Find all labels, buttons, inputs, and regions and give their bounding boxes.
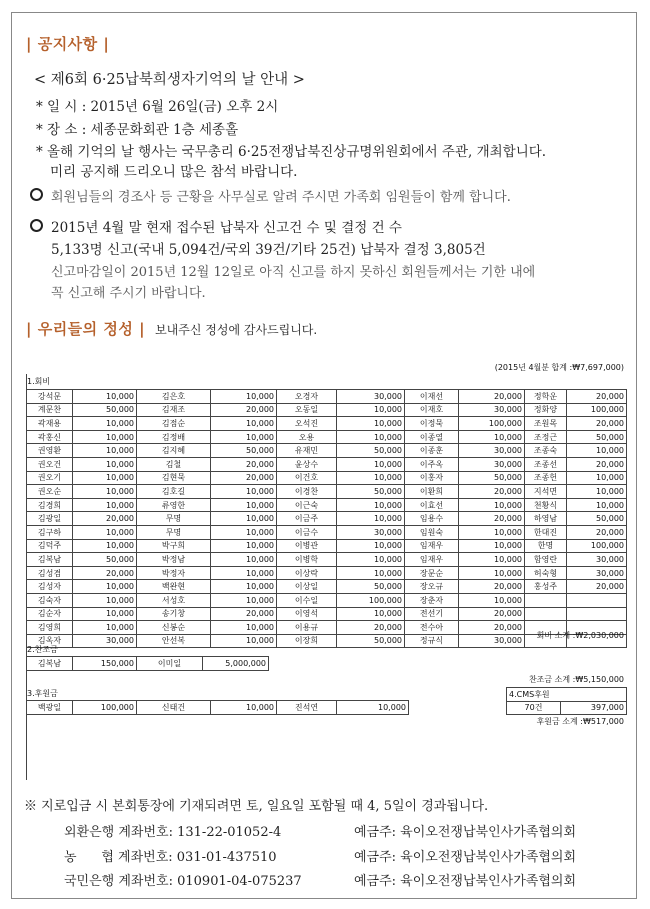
amount-cell: 50,000 — [73, 403, 137, 417]
event-host-line1: * 올해 기억의 날 행사는 국무총리 6·25전쟁납북진상규명위원회에서 주관, 개최합니다. — [36, 144, 547, 160]
amount-cell: 10,000 — [459, 553, 525, 567]
report-deadline-line1: 신고마감일이 2015년 12월 12일로 아직 신고를 하지 못하신 회원들께서는 기한 내에 — [51, 265, 536, 280]
name-cell: 김영희 — [27, 621, 73, 635]
amount-cell: 10,000 — [211, 621, 277, 635]
name-cell: 오경자 — [277, 390, 337, 404]
donation-title-text: | 우리들의 정성 | — [26, 320, 146, 338]
amount-cell: 20,000 — [73, 566, 137, 580]
amount-cell: 50,000 — [567, 430, 627, 444]
membership-row — [27, 525, 627, 539]
name-cell: 이효선 — [405, 498, 459, 512]
support-label: 3.후원금 — [27, 689, 58, 698]
amount-cell: 10,000 — [73, 580, 137, 594]
name-cell: 김경희 — [27, 498, 73, 512]
amount-cell: 50,000 — [459, 471, 525, 485]
name-cell: 박정남 — [137, 553, 211, 567]
name-cell: 김옥자 — [27, 634, 73, 648]
amount-cell: 50,000 — [337, 444, 405, 458]
amount-cell: 20,000 — [459, 485, 525, 499]
amount-cell: 10,000 — [337, 566, 405, 580]
membership-row — [27, 553, 627, 567]
name-cell: 이종훈 — [405, 444, 459, 458]
sponsor-row — [27, 657, 269, 671]
name-cell: 이종열 — [405, 430, 459, 444]
amount-cell: 20,000 — [459, 390, 525, 404]
name-cell: 이병학 — [277, 553, 337, 567]
amount-cell: 10,000 — [567, 485, 627, 499]
amount-cell: 10,000 — [459, 566, 525, 580]
amount-cell: 10,000 — [211, 430, 277, 444]
amount-cell: 10,000 — [73, 471, 137, 485]
name-cell: 홍성주 — [525, 580, 567, 594]
membership-row — [27, 417, 627, 431]
name-cell: 하영남 — [525, 512, 567, 526]
membership-row — [27, 607, 627, 621]
event-date: * 일 시 : 2015년 6월 26일(금) 오후 2시 — [36, 99, 279, 115]
amount-cell: 10,000 — [211, 485, 277, 499]
name-cell: 김현묵 — [137, 471, 211, 485]
amount-cell: 100,000 — [567, 403, 627, 417]
event-title: < 제6회 6·25납북희생자기억의 날 안내 > — [34, 72, 305, 88]
name-cell: 계문찬 — [27, 403, 73, 417]
amount-cell: 10,000 — [73, 444, 137, 458]
amount-cell: 10,000 — [337, 417, 405, 431]
amount-cell: 20,000 — [567, 525, 627, 539]
amount-cell: 10,000 — [459, 498, 525, 512]
name-cell: 곽재용 — [27, 417, 73, 431]
amount-cell: 10,000 — [459, 525, 525, 539]
support-subtotal: 후원금 소계 :₩517,000 — [536, 717, 624, 726]
name-cell: 무명 — [137, 512, 211, 526]
amount-cell: 50,000 — [211, 444, 277, 458]
name-cell: 이홍자 — [405, 471, 459, 485]
amount-cell: 20,000 — [211, 457, 277, 471]
name-cell — [525, 607, 567, 621]
amount-cell: 20,000 — [567, 417, 627, 431]
name-cell: 조종선 — [525, 457, 567, 471]
amount-cell: 10,000 — [211, 701, 277, 715]
amount-cell: 10,000 — [73, 539, 137, 553]
membership-row — [27, 403, 627, 417]
circle-bullet-icon — [30, 188, 43, 201]
donation-section-title — [26, 318, 317, 339]
name-cell: 신봉순 — [137, 621, 211, 635]
name-cell: 임재우 — [405, 553, 459, 567]
amount-cell: 10,000 — [73, 498, 137, 512]
amount-cell: 10,000 — [337, 498, 405, 512]
name-cell: 천황식 — [525, 498, 567, 512]
membership-row — [27, 390, 627, 404]
amount-cell: 10,000 — [567, 471, 627, 485]
amount-cell: 30,000 — [459, 444, 525, 458]
name-cell: 이금주 — [277, 512, 337, 526]
membership-row — [27, 566, 627, 580]
amount-cell: 50,000 — [337, 580, 405, 594]
report-deadline-line2: 꼭 신고해 주시기 바랍니다. — [51, 286, 206, 301]
amount-cell: 10,000 — [337, 607, 405, 621]
name-cell: 권영환 — [27, 444, 73, 458]
cms-table — [506, 687, 627, 715]
membership-row — [27, 593, 627, 607]
name-cell: 오석진 — [277, 417, 337, 431]
amount-cell: 10,000 — [211, 580, 277, 594]
amount-cell: 10,000 — [211, 512, 277, 526]
amount-cell: 10,000 — [337, 471, 405, 485]
notice-section-title: | 공지사항 | — [26, 35, 110, 53]
name-cell: 이환희 — [405, 485, 459, 499]
name-cell: 김철 — [137, 457, 211, 471]
cms-label: 4.CMS후원 — [507, 688, 627, 702]
amount-cell: 20,000 — [211, 607, 277, 621]
amount-cell: 50,000 — [337, 634, 405, 648]
name-cell: 김정배 — [137, 430, 211, 444]
amount-cell: 10,000 — [337, 457, 405, 471]
name-cell: 김은호 — [137, 390, 211, 404]
amount-cell: 20,000 — [567, 457, 627, 471]
name-cell: 한대진 — [525, 525, 567, 539]
name-cell: 이용규 — [277, 621, 337, 635]
name-cell: 김순자 — [27, 607, 73, 621]
name-cell: 서성호 — [137, 593, 211, 607]
name-cell: 류영한 — [137, 498, 211, 512]
name-cell: 지석면 — [525, 485, 567, 499]
amount-cell: 10,000 — [73, 390, 137, 404]
name-cell: 백광일 — [27, 701, 73, 715]
name-cell: 허숙형 — [525, 566, 567, 580]
amount-cell: 20,000 — [459, 580, 525, 594]
name-cell: 전수아 — [405, 621, 459, 635]
name-cell: 이경찬 — [277, 485, 337, 499]
sponsor-table — [26, 656, 269, 671]
name-cell: 이재호 — [405, 403, 459, 417]
amount-cell: 30,000 — [337, 390, 405, 404]
membership-label: 1.회비 — [27, 377, 51, 386]
amount-cell: 397,000 — [561, 701, 627, 715]
name-cell: 김복남 — [27, 657, 73, 671]
name-cell: 김지혜 — [137, 444, 211, 458]
amount-cell: 10,000 — [211, 593, 277, 607]
name-cell: 김구하 — [27, 525, 73, 539]
name-cell: 오용 — [277, 430, 337, 444]
amount-cell: 10,000 — [73, 593, 137, 607]
name-cell: 전선기 — [405, 607, 459, 621]
amount-cell: 50,000 — [567, 512, 627, 526]
amount-cell: 10,000 — [73, 430, 137, 444]
amount-cell: 100,000 — [459, 417, 525, 431]
name-cell: 김복남 — [27, 553, 73, 567]
name-cell: 70건 — [507, 701, 561, 715]
bullet-report — [30, 216, 402, 236]
amount-cell: 30,000 — [73, 634, 137, 648]
amount-cell — [567, 593, 627, 607]
name-cell: 이영석 — [277, 607, 337, 621]
amount-cell: 10,000 — [459, 593, 525, 607]
amount-cell: 10,000 — [337, 553, 405, 567]
amount-cell: 30,000 — [459, 403, 525, 417]
account-holder-1: 예금주: 육이오전쟁납북인사가족협의회 — [354, 825, 576, 840]
footer-note: ※ 지로입금 시 본회통장에 기재되려면 토, 일요일 포함될 때 4, 5일이 경과됩니다. — [24, 799, 489, 814]
membership-row — [27, 471, 627, 485]
support-table — [26, 700, 409, 715]
amount-cell: 10,000 — [211, 553, 277, 567]
name-cell: 안선복 — [137, 634, 211, 648]
name-cell: 김덕주 — [27, 539, 73, 553]
amount-cell: 10,000 — [567, 498, 627, 512]
amount-cell: 150,000 — [73, 657, 137, 671]
membership-row — [27, 498, 627, 512]
name-cell: 조원목 — [525, 417, 567, 431]
name-cell: 이수일 — [277, 593, 337, 607]
name-cell: 이주옥 — [405, 457, 459, 471]
amount-cell: 30,000 — [459, 634, 525, 648]
membership-row — [27, 457, 627, 471]
amount-cell: 10,000 — [211, 390, 277, 404]
name-cell: 백완현 — [137, 580, 211, 594]
amount-cell: 20,000 — [459, 621, 525, 635]
amount-cell: 5,000,000 — [203, 657, 269, 671]
name-cell: 한명 — [525, 539, 567, 553]
report-stats: 5,133명 신고(국내 5,094건/국외 39건/기타 25건) 납북자 결정 3,805건 — [51, 242, 486, 258]
name-cell: 이미일 — [137, 657, 203, 671]
name-cell: 김숙자 — [27, 593, 73, 607]
name-cell: 김점순 — [137, 417, 211, 431]
amount-cell: 10,000 — [337, 701, 409, 715]
name-cell: 김성자 — [27, 580, 73, 594]
name-cell: 이건호 — [277, 471, 337, 485]
name-cell: 오동일 — [277, 403, 337, 417]
amount-cell — [567, 607, 627, 621]
name-cell: 정학운 — [525, 390, 567, 404]
name-cell: 조종헌 — [525, 471, 567, 485]
name-cell: 곽홍신 — [27, 430, 73, 444]
name-cell: 이상락 — [277, 566, 337, 580]
name-cell: 임용수 — [405, 512, 459, 526]
name-cell — [525, 593, 567, 607]
name-cell: 권오기 — [27, 471, 73, 485]
name-cell: 조정근 — [525, 430, 567, 444]
membership-row — [27, 580, 627, 594]
name-cell: 정규식 — [405, 634, 459, 648]
name-cell: 김호길 — [137, 485, 211, 499]
event-place: * 장 소 : 세종문화회관 1층 세종홀 — [36, 122, 239, 138]
membership-row — [27, 444, 627, 458]
name-cell: 이재선 — [405, 390, 459, 404]
account-holder-3: 예금주: 육이오전쟁납북인사가족협의회 — [354, 874, 576, 889]
amount-cell: 10,000 — [211, 566, 277, 580]
name-cell: 임재우 — [405, 539, 459, 553]
name-cell: 이정묵 — [405, 417, 459, 431]
membership-row — [27, 485, 627, 499]
amount-cell: 10,000 — [73, 457, 137, 471]
name-cell: 이근숙 — [277, 498, 337, 512]
amount-cell: 10,000 — [211, 634, 277, 648]
name-cell: 신태건 — [137, 701, 211, 715]
name-cell: 이장희 — [277, 634, 337, 648]
amount-cell: 100,000 — [567, 539, 627, 553]
name-cell: 함영란 — [525, 553, 567, 567]
event-host-line2: 미리 공지해 드리오니 많은 참석 바랍니다. — [50, 164, 298, 180]
name-cell: 박정자 — [137, 566, 211, 580]
sponsor-subtotal: 찬조금 소계 :₩5,150,000 — [528, 675, 624, 684]
name-cell: 이병관 — [277, 539, 337, 553]
name-cell: 진석연 — [277, 701, 337, 715]
name-cell: 장오규 — [405, 580, 459, 594]
membership-row — [27, 539, 627, 553]
amount-cell: 10,000 — [211, 498, 277, 512]
amount-cell: 10,000 — [337, 430, 405, 444]
amount-cell: 10,000 — [337, 512, 405, 526]
name-cell: 유재민 — [277, 444, 337, 458]
amount-cell: 50,000 — [337, 485, 405, 499]
name-cell: 장문순 — [405, 566, 459, 580]
amount-cell: 10,000 — [211, 417, 277, 431]
membership-table — [26, 389, 627, 648]
amount-cell: 20,000 — [567, 390, 627, 404]
bullet-report-text: 2015년 4월 말 현재 접수된 납북자 신고건 수 및 결정 건 수 — [51, 220, 402, 236]
amount-cell: 30,000 — [337, 525, 405, 539]
amount-cell: 100,000 — [337, 593, 405, 607]
membership-row — [27, 512, 627, 526]
name-cell: 권오순 — [27, 485, 73, 499]
cms-row — [507, 701, 627, 715]
name-cell: 조종숙 — [525, 444, 567, 458]
support-row — [27, 701, 409, 715]
amount-cell: 10,000 — [459, 430, 525, 444]
name-cell: 이금수 — [277, 525, 337, 539]
amount-cell: 100,000 — [73, 701, 137, 715]
amount-cell: 20,000 — [73, 512, 137, 526]
name-cell: 박구희 — [137, 539, 211, 553]
amount-cell: 20,000 — [211, 403, 277, 417]
amount-cell: 30,000 — [459, 457, 525, 471]
amount-cell: 20,000 — [459, 512, 525, 526]
name-cell: 김성겸 — [27, 566, 73, 580]
amount-cell: 10,000 — [73, 485, 137, 499]
membership-subtotal: 회비 소계 :₩2,030,000 — [536, 631, 624, 640]
name-cell: 송기창 — [137, 607, 211, 621]
name-cell: 윤상수 — [277, 457, 337, 471]
name-cell: 권오건 — [27, 457, 73, 471]
circle-bullet-icon — [30, 219, 43, 232]
bullet-news-text: 회원님들의 경조사 등 근황을 사무실로 알려 주시면 가족회 임원들이 함께 합니다. — [51, 190, 511, 205]
account-bank-1: 외환은행 계좌번호: 131-22-01052-4 — [64, 825, 282, 840]
name-cell: 임원숙 — [405, 525, 459, 539]
amount-cell: 20,000 — [459, 607, 525, 621]
name-cell: 이상일 — [277, 580, 337, 594]
amount-cell: 10,000 — [73, 607, 137, 621]
name-cell: 김재조 — [137, 403, 211, 417]
name-cell: 김광일 — [27, 512, 73, 526]
amount-cell: 20,000 — [211, 471, 277, 485]
account-bank-3: 국민은행 계좌번호: 010901-04-075237 — [64, 874, 302, 889]
name-cell: 강석문 — [27, 390, 73, 404]
donation-grand-total: (2015년 4월분 합계 :₩7,697,000) — [494, 363, 624, 372]
amount-cell: 10,000 — [73, 621, 137, 635]
amount-cell: 30,000 — [567, 553, 627, 567]
amount-cell: 10,000 — [211, 525, 277, 539]
amount-cell: 20,000 — [567, 580, 627, 594]
amount-cell: 10,000 — [337, 539, 405, 553]
name-cell: 무명 — [137, 525, 211, 539]
name-cell: 장춘자 — [405, 593, 459, 607]
amount-cell: 10,000 — [73, 525, 137, 539]
account-bank-2: 농 협 계좌번호: 031-01-437510 — [64, 850, 277, 865]
amount-cell: 10,000 — [459, 539, 525, 553]
name-cell: 정화양 — [525, 403, 567, 417]
amount-cell: 10,000 — [567, 444, 627, 458]
amount-cell: 10,000 — [337, 403, 405, 417]
amount-cell: 10,000 — [73, 417, 137, 431]
sponsor-label: 2.찬조금 — [27, 645, 58, 654]
amount-cell: 30,000 — [567, 566, 627, 580]
membership-row — [27, 430, 627, 444]
account-holder-2: 예금주: 육이오전쟁납북인사가족협의회 — [354, 850, 576, 865]
bullet-news — [30, 186, 511, 205]
amount-cell: 10,000 — [211, 539, 277, 553]
amount-cell: 50,000 — [73, 553, 137, 567]
donation-subtitle: 보내주신 정성에 감사드립니다. — [155, 323, 318, 337]
amount-cell: 20,000 — [337, 621, 405, 635]
donation-table-area — [26, 356, 626, 780]
